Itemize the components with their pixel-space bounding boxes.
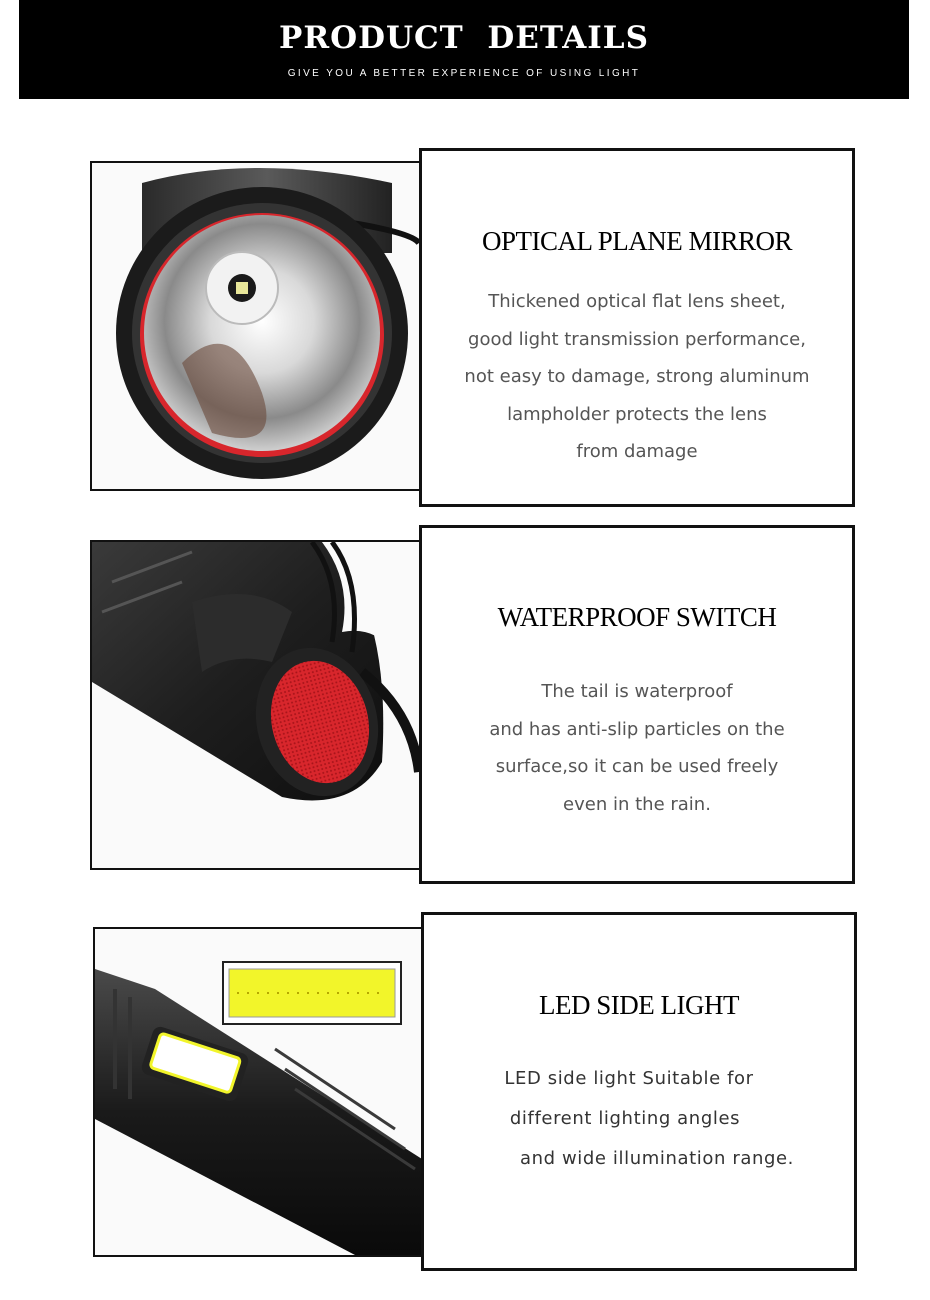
description-line: different lighting angles — [509, 1108, 741, 1129]
header-banner — [19, 0, 909, 99]
lens-photo — [90, 161, 421, 491]
feature-description — [422, 673, 852, 823]
flashlight-tail-image — [92, 542, 419, 868]
description-line: The tail is waterproof — [541, 681, 733, 702]
description-line: even in the rain. — [563, 793, 711, 815]
page-subtitle: GIVE YOU A BETTER EXPERIENCE OF USING LIGHT — [287, 68, 641, 79]
flashlight-head-image — [92, 163, 419, 489]
description-line: Thickened optical flat lens sheet, — [488, 291, 786, 312]
description-line: good light transmission performance, — [468, 328, 806, 350]
feature-card-led-side-light — [421, 912, 857, 1271]
flashlight-side-led-image — [95, 929, 422, 1255]
switch-photo — [90, 540, 421, 870]
description-line: lampholder protects the lens — [507, 403, 767, 425]
feature-description — [424, 1059, 854, 1179]
page-title: PRODUCT DETAILS — [279, 20, 649, 56]
side-light-photo — [93, 927, 424, 1257]
description-line: not easy to damage, strong aluminum — [464, 366, 810, 387]
feature-card-optical-mirror — [419, 148, 855, 507]
feature-description — [422, 283, 852, 471]
feature-card-waterproof-switch — [419, 525, 855, 884]
description-line: and has anti-slip particles on the — [489, 718, 785, 740]
description-line: LED side light Suitable for — [504, 1068, 754, 1089]
feature-title: LED SIDE LIGHT — [539, 990, 739, 1020]
description-line: from damage — [576, 441, 698, 462]
feature-title: OPTICAL PLANE MIRROR — [481, 226, 793, 256]
description-line: and wide illumination range. — [520, 1148, 794, 1169]
description-line: surface,so it can be used freely — [495, 756, 779, 777]
feature-title: WATERPROOF SWITCH — [497, 602, 777, 632]
